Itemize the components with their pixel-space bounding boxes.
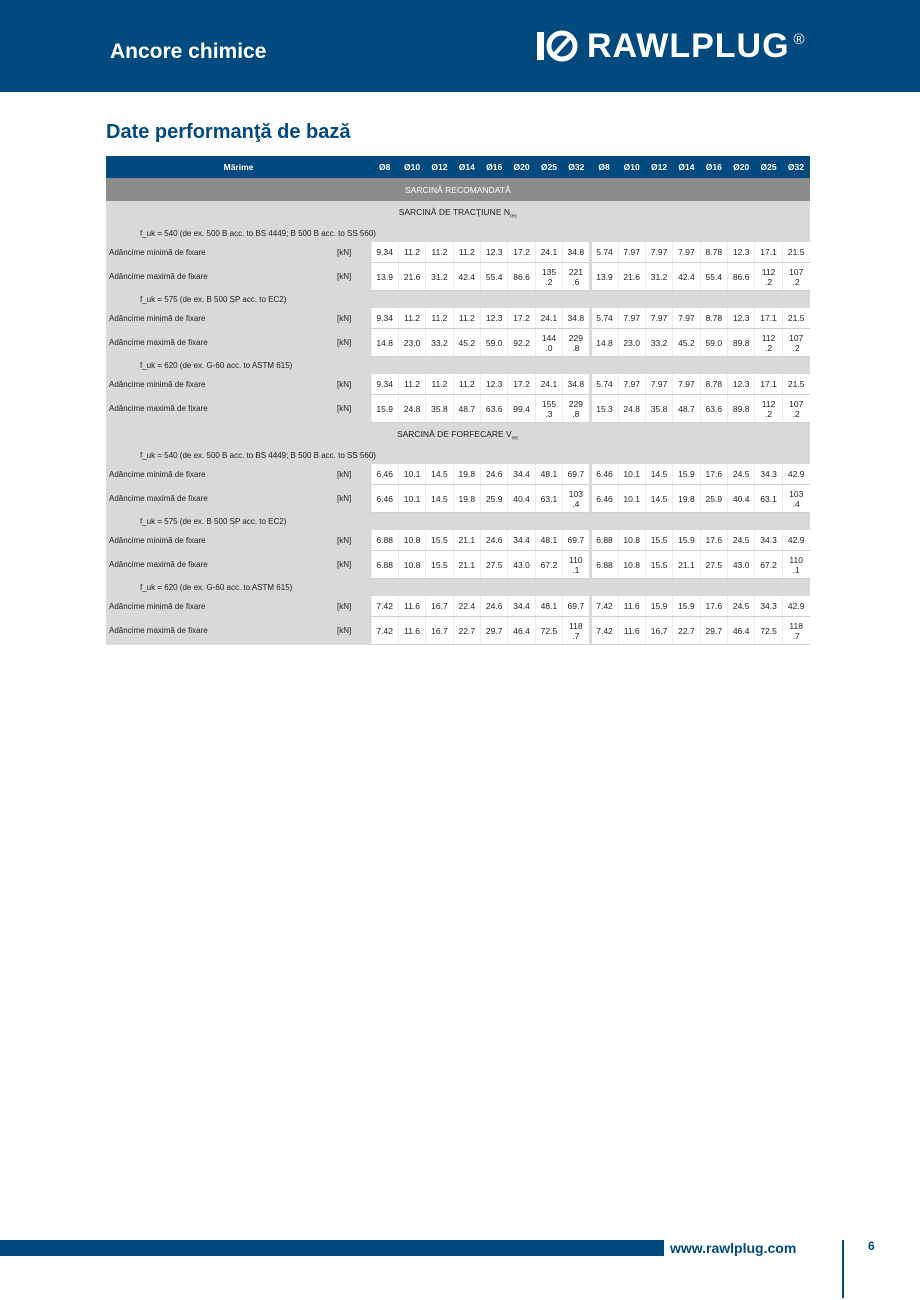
- value-cell: 22.7: [673, 617, 700, 645]
- value-cell: 103 .4: [563, 485, 590, 513]
- value-cell: 48.7: [453, 395, 480, 423]
- value-cell: 21.1: [673, 551, 700, 579]
- value-cell: 21.5: [782, 308, 809, 329]
- value-cell: 48.7: [673, 395, 700, 423]
- unit-cell: [kN]: [335, 551, 371, 579]
- value-cell: 19.8: [453, 485, 480, 513]
- value-cell: 17.2: [508, 242, 535, 263]
- group-title-text: SARCINĂ DE TRACŢIUNE N: [398, 206, 510, 217]
- section-row: [106, 178, 810, 201]
- unit-cell: [kN]: [335, 485, 371, 513]
- value-cell: 8.78: [700, 308, 727, 329]
- value-cell: 15.5: [426, 530, 453, 551]
- value-cell: 7.42: [590, 617, 618, 645]
- size-column-header: Ø8: [371, 156, 398, 178]
- steel-grade-note-row: [106, 357, 810, 375]
- value-cell: 17.1: [755, 308, 782, 329]
- value-cell: 6.88: [590, 530, 618, 551]
- table-header-row: [106, 156, 810, 178]
- value-cell: 24.6: [481, 530, 508, 551]
- value-cell: 14.5: [426, 485, 453, 513]
- value-cell: 7.42: [590, 596, 618, 617]
- value-cell: 89.8: [728, 329, 755, 357]
- value-cell: 6.88: [590, 551, 618, 579]
- table-row: [106, 329, 810, 357]
- value-cell: 11.2: [426, 374, 453, 395]
- value-cell: 86.6: [728, 263, 755, 291]
- row-label: Adâncime minimă de fixare: [106, 530, 335, 551]
- value-cell: 42.4: [673, 263, 700, 291]
- value-cell: 42.9: [782, 464, 809, 485]
- value-cell: 29.7: [700, 617, 727, 645]
- value-cell: 7.97: [645, 308, 672, 329]
- value-cell: 69.7: [563, 464, 590, 485]
- row-label: Adâncime maximă de fixare: [106, 395, 335, 423]
- steel-grade-note: f_uk = 620 (de ex. G-60 acc. to ASTM 615): [106, 579, 810, 597]
- unit-cell: [kN]: [335, 596, 371, 617]
- value-cell: 13.9: [590, 263, 618, 291]
- value-cell: 11.6: [398, 596, 425, 617]
- logo-text: RAWLPLUG: [587, 27, 790, 65]
- steel-grade-note: f_uk = 620 (de ex. G-60 acc. to ASTM 615): [106, 357, 810, 375]
- value-cell: 11.6: [398, 617, 425, 645]
- value-cell: 34.3: [755, 596, 782, 617]
- value-cell: 31.2: [645, 263, 672, 291]
- row-label: Adâncime maximă de fixare: [106, 617, 335, 645]
- value-cell: 25.9: [481, 485, 508, 513]
- value-cell: 19.8: [453, 464, 480, 485]
- value-cell: 14.5: [645, 464, 672, 485]
- value-cell: 6.46: [371, 464, 398, 485]
- value-cell: 34.8: [563, 242, 590, 263]
- footer-bar: [0, 1240, 664, 1256]
- group-title-subscript: rec: [511, 435, 519, 442]
- size-column-header: Ø8: [590, 156, 618, 178]
- size-column-header: Ø16: [700, 156, 727, 178]
- value-cell: 10.8: [618, 551, 645, 579]
- rawlplug-logo: [535, 28, 805, 64]
- value-cell: 22.4: [453, 596, 480, 617]
- value-cell: 19.8: [673, 485, 700, 513]
- value-cell: 17.6: [700, 464, 727, 485]
- value-cell: 40.4: [728, 485, 755, 513]
- value-cell: 22.7: [453, 617, 480, 645]
- size-column-header: Ø32: [563, 156, 590, 178]
- value-cell: 33.2: [426, 329, 453, 357]
- value-cell: 14.8: [590, 329, 618, 357]
- value-cell: 6.46: [371, 485, 398, 513]
- group-title: [106, 201, 810, 225]
- value-cell: 8.78: [700, 242, 727, 263]
- value-cell: 155 .3: [535, 395, 562, 423]
- row-label: Adâncime minimă de fixare: [106, 464, 335, 485]
- row-label: Adâncime maximă de fixare: [106, 485, 335, 513]
- steel-grade-note: f_uk = 575 (de ex. B 500 SP acc. to EC2): [106, 513, 810, 531]
- group-title-row: [106, 201, 810, 225]
- size-column-header: Ø14: [673, 156, 700, 178]
- table-row: [106, 263, 810, 291]
- value-cell: 144 .0: [535, 329, 562, 357]
- value-cell: 7.42: [371, 596, 398, 617]
- unit-cell: [kN]: [335, 263, 371, 291]
- unit-cell: [kN]: [335, 617, 371, 645]
- group-title: [106, 423, 810, 448]
- value-cell: 12.3: [728, 374, 755, 395]
- value-cell: 72.5: [535, 617, 562, 645]
- table-row: [106, 464, 810, 485]
- value-cell: 5.74: [590, 242, 618, 263]
- value-cell: 14.5: [645, 485, 672, 513]
- value-cell: 15.5: [426, 551, 453, 579]
- value-cell: 10.8: [398, 551, 425, 579]
- table-row: [106, 596, 810, 617]
- unit-cell: [kN]: [335, 530, 371, 551]
- value-cell: 34.3: [755, 530, 782, 551]
- value-cell: 112 .2: [755, 329, 782, 357]
- value-cell: 86.6: [508, 263, 535, 291]
- value-cell: 15.9: [673, 464, 700, 485]
- value-cell: 11.2: [453, 374, 480, 395]
- value-cell: 110 .1: [782, 551, 809, 579]
- value-cell: 15.5: [645, 551, 672, 579]
- value-cell: 11.2: [453, 308, 480, 329]
- value-cell: 17.6: [700, 596, 727, 617]
- value-cell: 15.9: [645, 596, 672, 617]
- table-row: [106, 395, 810, 423]
- value-cell: 63.1: [535, 485, 562, 513]
- size-column-header: Ø12: [645, 156, 672, 178]
- size-column-header: Ø20: [728, 156, 755, 178]
- size-header: Mărime: [106, 156, 371, 178]
- value-cell: 11.2: [398, 308, 425, 329]
- page-header: [0, 0, 920, 92]
- value-cell: 118 .7: [782, 617, 809, 645]
- value-cell: 221 .6: [563, 263, 590, 291]
- value-cell: 14.8: [371, 329, 398, 357]
- value-cell: 24.8: [398, 395, 425, 423]
- value-cell: 10.8: [618, 530, 645, 551]
- table-row: [106, 374, 810, 395]
- value-cell: 34.8: [563, 308, 590, 329]
- value-cell: 27.5: [700, 551, 727, 579]
- size-column-header: Ø32: [782, 156, 809, 178]
- page-number: 6: [868, 1239, 875, 1253]
- value-cell: 7.42: [371, 617, 398, 645]
- value-cell: 107 .2: [782, 329, 809, 357]
- section-title: SARCINĂ RECOMANDATĂ: [106, 178, 810, 201]
- value-cell: 12.3: [728, 242, 755, 263]
- value-cell: 11.2: [398, 374, 425, 395]
- value-cell: 17.2: [508, 308, 535, 329]
- value-cell: 12.3: [728, 308, 755, 329]
- value-cell: 34.8: [563, 374, 590, 395]
- table-row: [106, 617, 810, 645]
- value-cell: 11.2: [398, 242, 425, 263]
- value-cell: 10.1: [398, 485, 425, 513]
- steel-grade-note: f_uk = 540 (de ex. 500 B acc. to BS 4449; B 500 B acc. to SS 560): [106, 447, 810, 464]
- value-cell: 99.4: [508, 395, 535, 423]
- value-cell: 5.74: [590, 374, 618, 395]
- value-cell: 12.3: [481, 374, 508, 395]
- value-cell: 42.9: [782, 596, 809, 617]
- value-cell: 35.8: [645, 395, 672, 423]
- value-cell: 27.5: [481, 551, 508, 579]
- value-cell: 16.7: [426, 617, 453, 645]
- steel-grade-note-row: [106, 225, 810, 242]
- value-cell: 67.2: [535, 551, 562, 579]
- value-cell: 42.9: [782, 530, 809, 551]
- steel-grade-note-row: [106, 447, 810, 464]
- value-cell: 7.97: [645, 374, 672, 395]
- value-cell: 15.9: [673, 596, 700, 617]
- value-cell: 24.6: [481, 464, 508, 485]
- table-row: [106, 551, 810, 579]
- value-cell: 55.4: [700, 263, 727, 291]
- steel-grade-note: f_uk = 540 (de ex. 500 B acc. to BS 4449; B 500 B acc. to SS 560): [106, 225, 810, 242]
- size-column-header: Ø20: [508, 156, 535, 178]
- value-cell: 63.6: [481, 395, 508, 423]
- value-cell: 25.9: [700, 485, 727, 513]
- table-row: [106, 530, 810, 551]
- value-cell: 6.46: [590, 485, 618, 513]
- value-cell: 34.3: [755, 464, 782, 485]
- value-cell: 14.5: [426, 464, 453, 485]
- value-cell: 16.7: [645, 617, 672, 645]
- value-cell: 21.5: [782, 374, 809, 395]
- value-cell: 24.5: [728, 530, 755, 551]
- table-row: [106, 242, 810, 263]
- value-cell: 11.6: [618, 596, 645, 617]
- value-cell: 24.8: [618, 395, 645, 423]
- unit-cell: [kN]: [335, 395, 371, 423]
- value-cell: 31.2: [426, 263, 453, 291]
- value-cell: 24.5: [728, 464, 755, 485]
- row-label: Adâncime minimă de fixare: [106, 596, 335, 617]
- value-cell: 21.6: [398, 263, 425, 291]
- steel-grade-note: f_uk = 575 (de ex. B 500 SP acc. to EC2): [106, 291, 810, 309]
- value-cell: 63.1: [755, 485, 782, 513]
- footer-divider: [842, 1240, 844, 1298]
- value-cell: 103 .4: [782, 485, 809, 513]
- value-cell: 7.97: [618, 308, 645, 329]
- unit-cell: [kN]: [335, 374, 371, 395]
- page-title: Date performanţă de bază: [106, 121, 351, 143]
- value-cell: 10.1: [618, 485, 645, 513]
- value-cell: 6.88: [371, 530, 398, 551]
- value-cell: 7.97: [618, 374, 645, 395]
- value-cell: 7.97: [673, 374, 700, 395]
- value-cell: 69.7: [563, 596, 590, 617]
- value-cell: 10.8: [398, 530, 425, 551]
- size-column-header: Ø16: [481, 156, 508, 178]
- value-cell: 24.1: [535, 374, 562, 395]
- value-cell: 9.34: [371, 374, 398, 395]
- unit-cell: [kN]: [335, 308, 371, 329]
- size-column-header: Ø10: [398, 156, 425, 178]
- value-cell: 13.9: [371, 263, 398, 291]
- value-cell: 35.8: [426, 395, 453, 423]
- value-cell: 7.97: [645, 242, 672, 263]
- size-column-header: Ø14: [453, 156, 480, 178]
- value-cell: 72.5: [755, 617, 782, 645]
- value-cell: 67.2: [755, 551, 782, 579]
- value-cell: 7.97: [618, 242, 645, 263]
- performance-table: [106, 156, 810, 645]
- value-cell: 10.1: [618, 464, 645, 485]
- steel-grade-note-row: [106, 513, 810, 531]
- value-cell: 135 .2: [535, 263, 562, 291]
- value-cell: 7.97: [673, 308, 700, 329]
- size-column-header: Ø10: [618, 156, 645, 178]
- value-cell: 34.4: [508, 464, 535, 485]
- group-title-subscript: rec: [510, 213, 517, 220]
- unit-cell: [kN]: [335, 242, 371, 263]
- value-cell: 21.1: [453, 551, 480, 579]
- value-cell: 15.3: [590, 395, 618, 423]
- value-cell: 21.1: [453, 530, 480, 551]
- value-cell: 110 .1: [563, 551, 590, 579]
- unit-cell: [kN]: [335, 329, 371, 357]
- value-cell: 21.5: [782, 242, 809, 263]
- value-cell: 48.1: [535, 464, 562, 485]
- unit-cell: [kN]: [335, 464, 371, 485]
- value-cell: 229 .8: [563, 395, 590, 423]
- value-cell: 12.3: [481, 242, 508, 263]
- value-cell: 46.4: [508, 617, 535, 645]
- table-row: [106, 308, 810, 329]
- value-cell: 23.0: [398, 329, 425, 357]
- registered-mark: ®: [793, 30, 805, 48]
- group-title-row: [106, 423, 810, 448]
- value-cell: 12.3: [481, 308, 508, 329]
- value-cell: 46.4: [728, 617, 755, 645]
- group-title-text: SARCINĂ DE FORFECARE V: [396, 428, 512, 439]
- row-label: Adâncime maximă de fixare: [106, 329, 335, 357]
- value-cell: 9.34: [371, 308, 398, 329]
- logo-mark-icon: [535, 29, 587, 63]
- value-cell: 29.7: [481, 617, 508, 645]
- table-row: [106, 485, 810, 513]
- value-cell: 17.1: [755, 374, 782, 395]
- value-cell: 15.9: [673, 530, 700, 551]
- value-cell: 92.2: [508, 329, 535, 357]
- row-label: Adâncime minimă de fixare: [106, 308, 335, 329]
- value-cell: 17.1: [755, 242, 782, 263]
- value-cell: 107 .2: [782, 395, 809, 423]
- value-cell: 23.0: [618, 329, 645, 357]
- value-cell: 6.46: [590, 464, 618, 485]
- value-cell: 17.6: [700, 530, 727, 551]
- value-cell: 59.0: [700, 329, 727, 357]
- value-cell: 42.4: [453, 263, 480, 291]
- value-cell: 8.78: [700, 374, 727, 395]
- value-cell: 17.2: [508, 374, 535, 395]
- value-cell: 11.2: [453, 242, 480, 263]
- value-cell: 112 .2: [755, 263, 782, 291]
- value-cell: 34.4: [508, 530, 535, 551]
- value-cell: 24.6: [481, 596, 508, 617]
- value-cell: 107 .2: [782, 263, 809, 291]
- value-cell: 63.6: [700, 395, 727, 423]
- steel-grade-note-row: [106, 291, 810, 309]
- value-cell: 21.6: [618, 263, 645, 291]
- value-cell: 11.2: [426, 308, 453, 329]
- value-cell: 16.7: [426, 596, 453, 617]
- value-cell: 43.0: [508, 551, 535, 579]
- value-cell: 24.1: [535, 308, 562, 329]
- value-cell: 59.0: [481, 329, 508, 357]
- value-cell: 9.34: [371, 242, 398, 263]
- value-cell: 55.4: [481, 263, 508, 291]
- value-cell: 69.7: [563, 530, 590, 551]
- row-label: Adâncime minimă de fixare: [106, 242, 335, 263]
- value-cell: 48.1: [535, 530, 562, 551]
- header-title: Ancore chimice: [110, 40, 267, 63]
- value-cell: 34.4: [508, 596, 535, 617]
- value-cell: 6.88: [371, 551, 398, 579]
- value-cell: 24.1: [535, 242, 562, 263]
- size-column-header: Ø25: [755, 156, 782, 178]
- size-column-header: Ø12: [426, 156, 453, 178]
- steel-grade-note-row: [106, 579, 810, 597]
- value-cell: 112 .2: [755, 395, 782, 423]
- value-cell: 40.4: [508, 485, 535, 513]
- value-cell: 24.5: [728, 596, 755, 617]
- value-cell: 48.1: [535, 596, 562, 617]
- value-cell: 45.2: [453, 329, 480, 357]
- size-column-header: Ø25: [535, 156, 562, 178]
- value-cell: 11.6: [618, 617, 645, 645]
- value-cell: 33.2: [645, 329, 672, 357]
- value-cell: 11.2: [426, 242, 453, 263]
- value-cell: 7.97: [673, 242, 700, 263]
- value-cell: 5.74: [590, 308, 618, 329]
- value-cell: 229 .8: [563, 329, 590, 357]
- row-label: Adâncime maximă de fixare: [106, 551, 335, 579]
- value-cell: 15.5: [645, 530, 672, 551]
- row-label: Adâncime maximă de fixare: [106, 263, 335, 291]
- value-cell: 15.9: [371, 395, 398, 423]
- row-label: Adâncime minimă de fixare: [106, 374, 335, 395]
- value-cell: 43.0: [728, 551, 755, 579]
- value-cell: 45.2: [673, 329, 700, 357]
- value-cell: 118 .7: [563, 617, 590, 645]
- value-cell: 10.1: [398, 464, 425, 485]
- value-cell: 89.8: [728, 395, 755, 423]
- footer-url: www.rawlplug.com: [670, 1240, 797, 1256]
